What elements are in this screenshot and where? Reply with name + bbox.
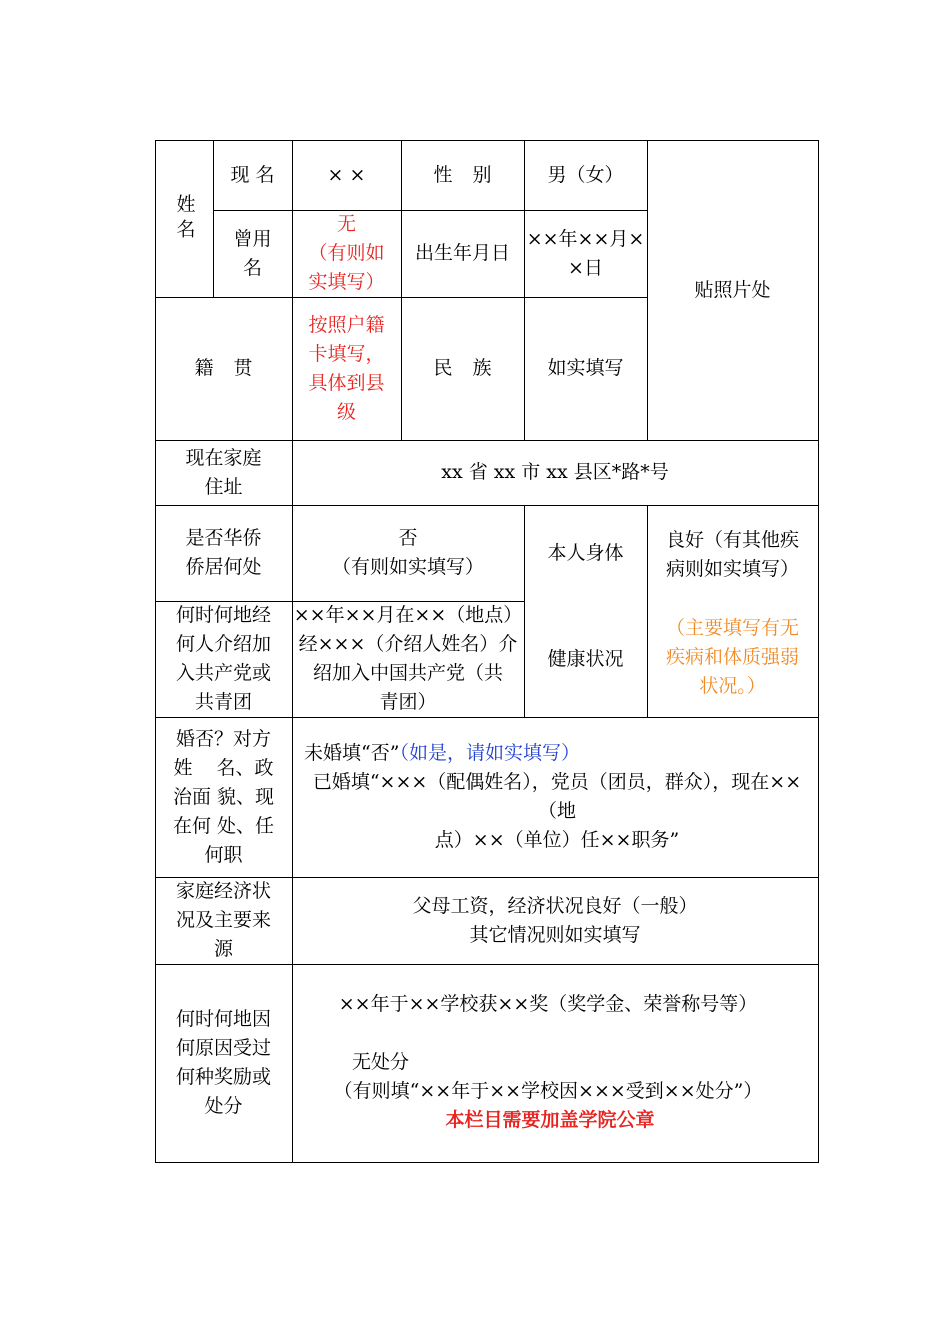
address-label-line: 现在家庭: [185, 446, 262, 469]
health-note-line: 疾病和体质强弱: [665, 646, 799, 668]
name-label: [155, 140, 213, 297]
former-name-label: [213, 210, 292, 297]
health-label-line: 本人身体: [547, 542, 624, 564]
rewards-label-line: 何原因受过: [175, 1037, 271, 1059]
gender-label: [401, 140, 524, 210]
ethnicity-label: [401, 297, 524, 440]
rewards-punish-line: （有则填“××年于××学校因×××受到××处分”）: [333, 1080, 763, 1102]
gender-label-text: 性 别: [433, 163, 492, 186]
address-label: [155, 440, 292, 505]
party-value: [292, 601, 524, 717]
ethnicity-value: [524, 297, 647, 440]
health-value-line: 病则如实填写）: [665, 558, 799, 580]
native-place-label: [155, 297, 292, 440]
address-value: [292, 440, 818, 505]
former-name-value-line: （有则如: [308, 242, 385, 264]
native-place-label-text: 籍 贯: [194, 357, 253, 379]
rewards-label-line: 处分: [204, 1095, 243, 1117]
former-name-value-line: 无: [336, 213, 356, 235]
former-name-label-line: 名: [242, 256, 262, 279]
address-value-text: xx 省 xx 市 xx 县区*路*号: [441, 461, 669, 483]
party-label-line: 共青团: [194, 691, 252, 713]
ethnicity-value-text: 如实填写: [547, 357, 624, 379]
marriage-label-line: 治面 貌、现: [172, 785, 275, 808]
border-right: [818, 140, 819, 1163]
birth-label-text: 出生年月日: [414, 242, 510, 264]
photo-label: 贴照片处: [694, 278, 771, 301]
marriage-label: [155, 717, 292, 877]
party-value-line: 经×××（介绍人姓名）介: [298, 633, 518, 655]
former-name-value-line: 实填写）: [308, 271, 385, 293]
rewards-value: [292, 964, 818, 1162]
economy-value-line: 父母工资，经济状况良好（一般）: [412, 894, 698, 917]
birth-value: [524, 210, 647, 297]
economy-value-line: 其它情况则如实填写: [469, 923, 641, 946]
health-note-line: （主要填写有无: [665, 617, 799, 639]
rewards-award-text: ××年于××学校获××奖（奖学金、荣誉称号等）: [338, 993, 758, 1015]
rewards-label-line: 何时何地因: [175, 1008, 271, 1030]
ethnicity-label-text: 民 族: [433, 357, 492, 379]
gender-value-text: 男（女）: [547, 163, 624, 186]
photo-area: [647, 140, 818, 440]
overseas-label: [155, 505, 292, 601]
marriage-unmarried-row: [304, 739, 580, 768]
party-value-line: ××年××月在××（地点）: [293, 604, 523, 626]
party-value-line: 青团）: [379, 691, 437, 713]
party-label-line: 入共产党或: [175, 662, 271, 684]
address-label-line: 住址: [204, 475, 243, 498]
marriage-unmarried-text: 未婚填“否”: [304, 742, 400, 764]
overseas-value-line: 否: [398, 527, 418, 549]
birth-value-line: ×日: [568, 256, 603, 279]
marriage-label-line: 姓 名、政: [173, 756, 274, 779]
party-label-line: 何时何地经: [175, 604, 271, 626]
rewards-stamp-note: 本栏目需要加盖学院公章: [445, 1109, 655, 1131]
party-label: [155, 601, 292, 717]
gender-value: [524, 140, 647, 210]
health-value: [647, 505, 818, 717]
native-place-hint-line: 卡填写，: [308, 342, 385, 365]
former-name-label-line: 曾用: [233, 227, 272, 250]
party-value-line: 绍加入中国共产党（共: [312, 662, 503, 684]
native-place-hint-line: 级: [336, 400, 356, 423]
marriage-value: [292, 717, 818, 877]
overseas-label-line: 是否华侨: [185, 527, 262, 549]
economy-value: [292, 877, 818, 964]
native-place-hint-line: 按照户籍: [308, 313, 385, 336]
native-place-hint-line: 具体到县: [308, 371, 385, 394]
marriage-unmarried-hint: （如是，请如实填写）: [399, 742, 580, 764]
name-label-text: 姓名: [173, 193, 196, 244]
former-name-value: [292, 210, 401, 297]
overseas-label-line: 侨居何处: [185, 556, 262, 578]
border-bottom: [155, 1162, 819, 1163]
health-label: [524, 505, 647, 717]
rewards-label: [155, 964, 292, 1162]
current-name-value: [292, 140, 401, 210]
overseas-value-line: （有则如实填写）: [331, 556, 484, 578]
current-name-value-text: × ×: [327, 163, 366, 186]
current-name-label: [213, 140, 292, 210]
economy-label-line: 况及主要来: [175, 909, 271, 931]
marriage-label-line: 婚否？对方: [175, 727, 271, 750]
health-value-line: 良好（有其他疾: [665, 529, 799, 551]
marriage-married-line: 已婚填“×××（配偶姓名），党员（团员，群众），现在××（地: [312, 771, 802, 822]
marriage-label-line: 在何 处、任: [172, 814, 275, 837]
health-label-line: 健康状况: [547, 648, 624, 670]
birth-value-line: ××年××月×: [526, 227, 645, 250]
party-label-line: 何人介绍加: [175, 633, 271, 655]
marriage-label-line: 何职: [204, 843, 243, 866]
economy-label-line: 源: [213, 938, 233, 960]
rewards-punish-line: 无处分: [352, 1051, 410, 1073]
native-place-value: [292, 297, 401, 440]
health-note-line: 状况。）: [699, 675, 766, 697]
rewards-label-line: 何种奖励或: [175, 1066, 271, 1088]
current-name-label-text: 现 名: [230, 163, 275, 186]
overseas-value: [292, 505, 524, 601]
economy-label-line: 家庭经济状: [175, 880, 271, 902]
economy-label: [155, 877, 292, 964]
birth-label: [401, 210, 524, 297]
marriage-married-line: 点）××（单位）任××职务”: [434, 829, 680, 851]
